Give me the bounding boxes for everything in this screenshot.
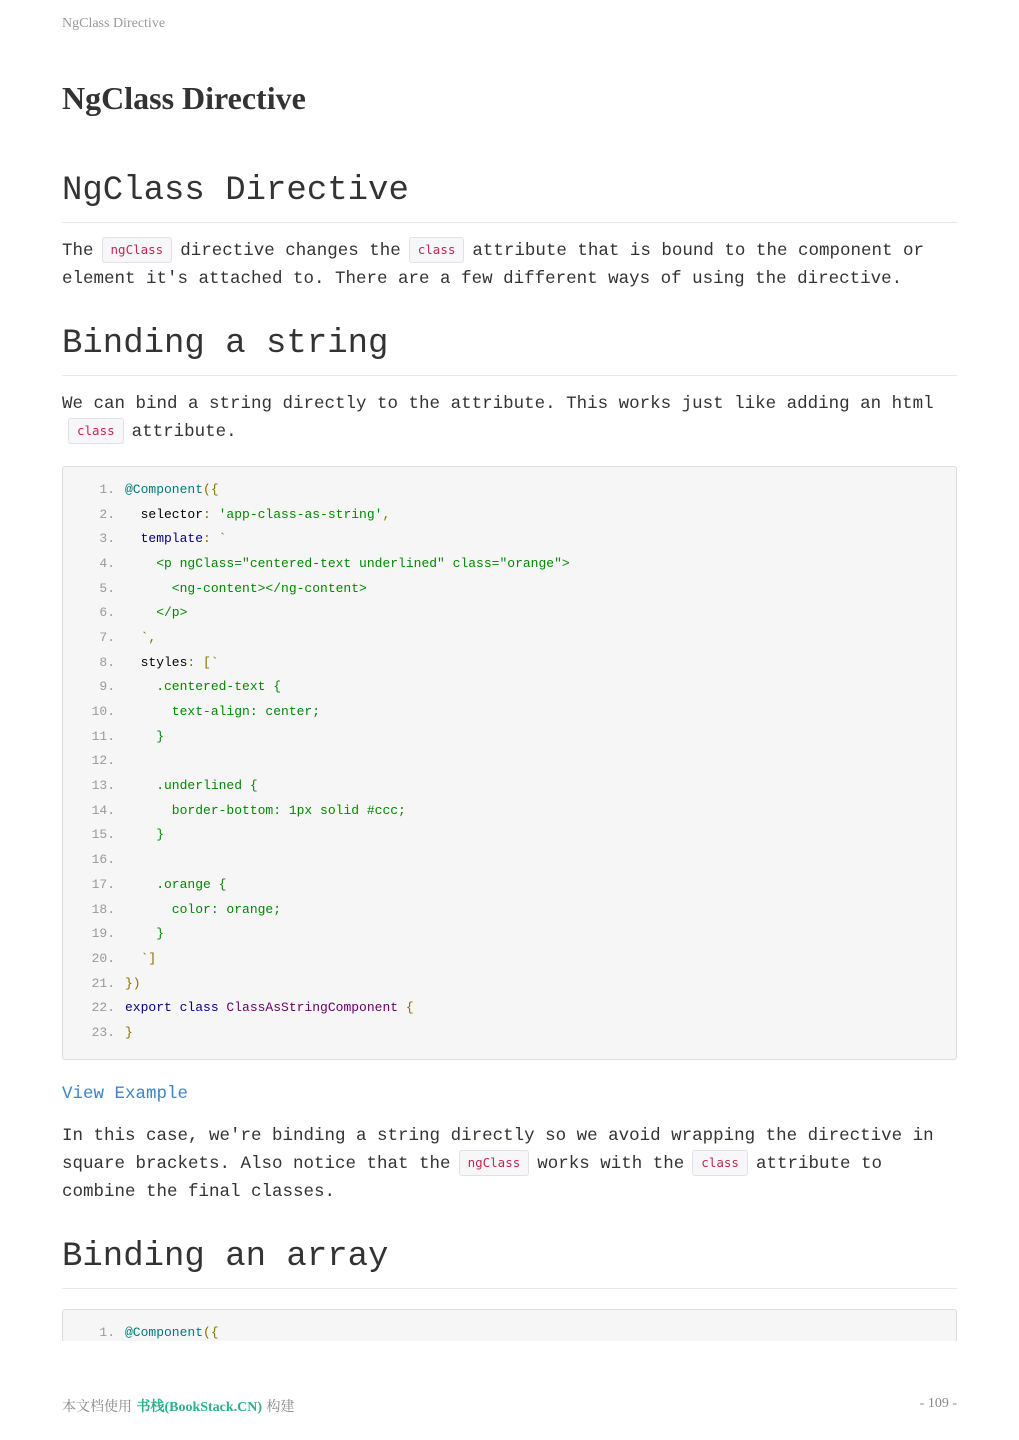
line-number: 16. bbox=[91, 852, 115, 868]
code-line bbox=[63, 650, 956, 675]
line-number: 2. bbox=[99, 506, 115, 522]
intro-paragraph bbox=[62, 237, 957, 293]
code-token: .orange { bbox=[125, 876, 227, 892]
code-line bbox=[63, 847, 956, 872]
code-line bbox=[63, 872, 956, 897]
line-number: 15. bbox=[91, 827, 115, 843]
code-token: } bbox=[125, 926, 165, 942]
code-token: selector bbox=[125, 506, 204, 522]
code-token: }) bbox=[125, 975, 141, 991]
code-text bbox=[125, 902, 281, 917]
line-number: 21. bbox=[91, 975, 115, 991]
line-number: 20. bbox=[91, 950, 115, 966]
view-example-link[interactable]: View Example bbox=[62, 1083, 189, 1104]
code-token: ({ bbox=[203, 1324, 219, 1340]
code-text bbox=[125, 1325, 219, 1340]
string-text-2: attribute. bbox=[131, 422, 237, 442]
line-number: 3. bbox=[99, 531, 115, 547]
line-number: 22. bbox=[91, 1000, 115, 1016]
section-heading-binding-array: Binding an array bbox=[62, 1236, 957, 1289]
code-token: `] bbox=[125, 950, 157, 966]
section-heading-binding-string: Binding a string bbox=[62, 323, 957, 376]
code-line bbox=[63, 576, 956, 601]
line-number: 7. bbox=[99, 629, 115, 645]
line-number: 18. bbox=[91, 901, 115, 917]
line-number: 23. bbox=[91, 1024, 115, 1040]
line-number: 17. bbox=[91, 876, 115, 892]
code-line bbox=[63, 477, 956, 502]
code-text bbox=[125, 531, 226, 546]
code-line bbox=[63, 526, 956, 551]
code-token: @Component bbox=[125, 481, 204, 497]
explanation-text-2: works with the bbox=[537, 1153, 685, 1174]
code-token: ({ bbox=[203, 481, 219, 497]
line-number: 9. bbox=[99, 679, 115, 695]
code-token: { bbox=[398, 1000, 414, 1016]
code-token: : ` bbox=[203, 531, 227, 547]
inline-code-ngclass: ngClass bbox=[102, 237, 173, 263]
code-token: </p> bbox=[125, 605, 188, 621]
line-number: 8. bbox=[99, 654, 115, 670]
code-block-array bbox=[62, 1309, 957, 1341]
code-token: text-align: center; bbox=[125, 704, 321, 720]
code-line bbox=[63, 1320, 956, 1341]
code-token: @Component bbox=[125, 1324, 204, 1340]
code-text bbox=[125, 605, 187, 620]
code-text bbox=[125, 507, 390, 522]
code-token: <p ngClass="centered-text underlined" class="orange"> bbox=[125, 555, 570, 571]
code-text bbox=[125, 803, 406, 818]
code-token: .underlined { bbox=[125, 778, 258, 794]
line-number: 1. bbox=[99, 1324, 115, 1340]
code-text bbox=[125, 976, 141, 991]
code-line bbox=[63, 625, 956, 650]
line-number: 4. bbox=[99, 555, 115, 571]
code-token: border-bottom: 1px solid #ccc; bbox=[125, 802, 406, 818]
code-line bbox=[63, 995, 956, 1020]
code-text bbox=[125, 926, 164, 941]
code-text bbox=[125, 482, 219, 497]
code-token: <ng-content></ng-content> bbox=[125, 580, 367, 596]
code-token: `, bbox=[125, 629, 157, 645]
code-text bbox=[125, 655, 219, 670]
code-token: } bbox=[125, 728, 165, 744]
line-number: 12. bbox=[91, 753, 115, 769]
line-number: 11. bbox=[91, 728, 115, 744]
code-line bbox=[63, 946, 956, 971]
code-text bbox=[125, 877, 226, 892]
line-number: 19. bbox=[91, 926, 115, 942]
code-token: color: orange; bbox=[125, 901, 282, 917]
code-text bbox=[125, 630, 156, 645]
explanation-text-3: attribute to combine the final classes. bbox=[62, 1153, 882, 1202]
footer-credit bbox=[62, 1396, 295, 1416]
code-token: 'app-class-as-string' bbox=[218, 506, 383, 522]
code-line bbox=[63, 551, 956, 576]
code-line bbox=[63, 675, 956, 700]
view-example-paragraph bbox=[62, 1080, 957, 1108]
inline-code-class: class bbox=[68, 418, 124, 444]
inline-code-class: class bbox=[692, 1150, 748, 1176]
code-line bbox=[63, 600, 956, 625]
code-token: .centered-text { bbox=[125, 679, 282, 695]
code-line bbox=[63, 502, 956, 527]
code-line bbox=[63, 823, 956, 848]
footer-brand-link[interactable]: 书栈(BookStack.CN) bbox=[136, 1400, 263, 1415]
code-line bbox=[63, 749, 956, 774]
footer-suffix: 构建 bbox=[266, 1399, 295, 1415]
line-number: 14. bbox=[91, 802, 115, 818]
code-token: } bbox=[125, 827, 165, 843]
inline-code-class: class bbox=[409, 237, 465, 263]
code-text bbox=[125, 704, 320, 719]
code-text bbox=[125, 1025, 133, 1040]
code-text bbox=[125, 778, 258, 793]
code-text bbox=[125, 581, 367, 596]
code-token: : bbox=[203, 506, 219, 522]
code-line bbox=[63, 921, 956, 946]
code-line bbox=[63, 798, 956, 823]
section-heading-ngclass: NgClass Directive bbox=[62, 170, 957, 223]
inline-code-ngclass: ngClass bbox=[459, 1150, 530, 1176]
page-content bbox=[62, 170, 957, 1341]
code-text bbox=[125, 1000, 414, 1015]
line-number: 6. bbox=[99, 605, 115, 621]
code-line bbox=[63, 971, 956, 996]
code-token: : [` bbox=[187, 654, 219, 670]
running-head: NgClass Directive bbox=[62, 16, 166, 31]
code-text bbox=[125, 556, 570, 571]
intro-text-2: directive changes the bbox=[180, 241, 401, 261]
explanation-text-1: In this case, we're binding a string directly so we avoid wrapping the directive in square brackets. Also notice that the bbox=[62, 1125, 934, 1174]
code-text bbox=[125, 827, 164, 842]
code-token: export class bbox=[125, 1000, 227, 1016]
code-token: , bbox=[382, 506, 391, 522]
line-number: 13. bbox=[91, 778, 115, 794]
code-text bbox=[125, 951, 156, 966]
code-token: template bbox=[125, 531, 204, 547]
line-number: 10. bbox=[91, 704, 115, 720]
code-text bbox=[125, 679, 281, 694]
chapter-title: NgClass Directive bbox=[62, 80, 306, 116]
intro-text-3: attribute that is bound to the component or element it's attached to. There are a few different ways of using the directive. bbox=[62, 241, 924, 289]
line-number: 1. bbox=[99, 481, 115, 497]
code-token: ClassAsStringComponent bbox=[226, 1000, 399, 1016]
code-block-string bbox=[62, 466, 957, 1060]
intro-text-1: The bbox=[62, 241, 94, 261]
string-text-1: We can bind a string directly to the attribute. This works just like adding an html bbox=[62, 394, 934, 414]
code-line bbox=[63, 897, 956, 922]
line-number: 5. bbox=[99, 580, 115, 596]
code-block-array-clip bbox=[62, 1289, 957, 1341]
code-line bbox=[63, 724, 956, 749]
footer-prefix: 本文档使用 bbox=[62, 1399, 132, 1415]
code-token: } bbox=[125, 1024, 133, 1040]
page-number: - 109 - bbox=[919, 1396, 957, 1411]
code-line bbox=[63, 699, 956, 724]
string-paragraph bbox=[62, 390, 957, 446]
code-line bbox=[63, 1020, 956, 1045]
explanation-paragraph bbox=[62, 1122, 957, 1206]
code-token: styles bbox=[125, 654, 188, 670]
code-text bbox=[125, 729, 164, 744]
code-line bbox=[63, 773, 956, 798]
